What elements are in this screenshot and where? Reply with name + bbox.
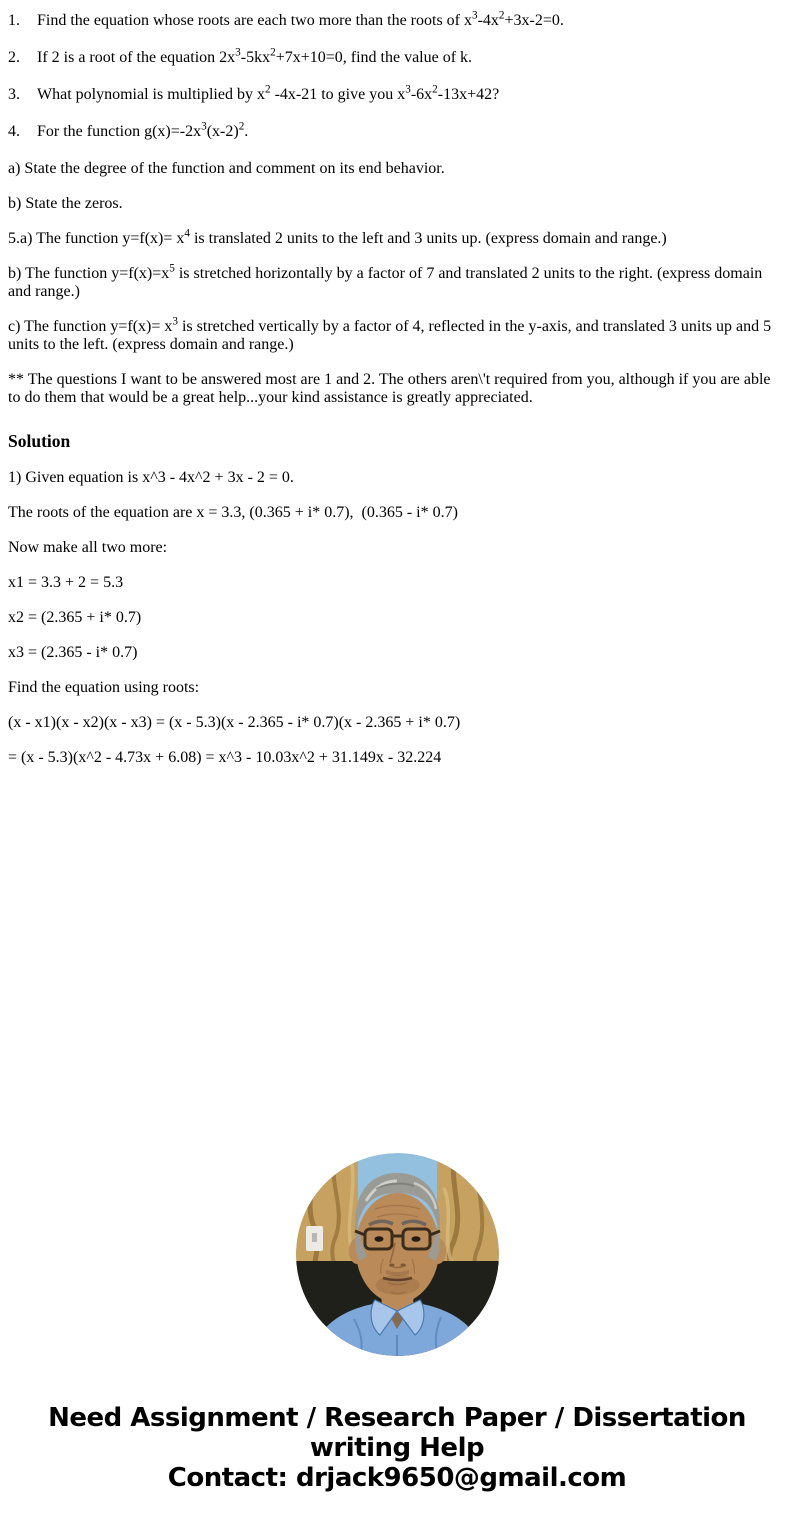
question-item-1: [8, 9, 786, 30]
question-number: 3.: [8, 86, 20, 103]
eye-right: [411, 1236, 420, 1242]
text-segment: -6x: [410, 86, 433, 103]
paragraph-q4b: b) State the zeros.: [8, 195, 123, 212]
text-segment: -4x: [477, 12, 499, 29]
superscript: 3: [201, 120, 207, 133]
question-text: [37, 120, 786, 141]
text-segment: is stretched horizontally by a factor of 7 and translated 2 units to the right. (express domain and range.): [8, 265, 763, 300]
superscript: 3: [405, 83, 411, 96]
question-number: 4.: [8, 123, 20, 140]
person-portrait-graphic: [296, 1153, 499, 1356]
paragraph-q5b: [8, 262, 786, 301]
question-list: [8, 9, 786, 141]
paragraph-q5a: [8, 227, 786, 248]
superscript: 3: [472, 9, 478, 22]
eye-left: [374, 1236, 383, 1242]
banner-title-line-1: Need Assignment / Research Paper / Dissertation: [48, 1403, 746, 1433]
light-switch: [306, 1226, 323, 1251]
superscript: 2: [264, 83, 271, 96]
text-segment: Find the equation whose roots are each two more than the roots of x: [37, 12, 472, 29]
text-segment: -4x-21 to give you x: [270, 86, 406, 103]
banner-contact: Contact: drjack9650@gmail.com: [167, 1463, 627, 1493]
paragraph-q4a: a) State the degree of the function and comment on its end behavior.: [8, 160, 445, 177]
superscript: 2: [498, 9, 505, 22]
text-segment: is stretched vertically by a factor of 4, reflected in the y-axis, and translated 3 units up and 5 units to the left. (express domain and range.): [8, 318, 772, 353]
question-item-2: [8, 46, 786, 67]
text-segment: c) The function y=f(x)= x: [8, 318, 173, 335]
text-segment: For the function g(x)=-2x: [37, 123, 202, 140]
text-segment: What polynomial is multiplied by x: [37, 86, 265, 103]
solution-line: 1) Given equation is x^3 - 4x^2 + 3x - 2 = 0.: [8, 469, 294, 486]
question-item-4: [8, 120, 786, 141]
superscript: 3: [172, 315, 178, 328]
superscript: 2: [432, 83, 438, 96]
paragraph-note: ** The questions I want to be answered most are 1 and 2. The others aren\'t required from you, although if you are able to do them that would be a great help...your kind assistance is greatly appreciated.: [8, 371, 771, 406]
text-segment: is translated 2 units to the left and 3 units up. (express domain and range.): [189, 230, 667, 247]
text-segment: -5kx: [240, 49, 271, 66]
paragraph-q5c: [8, 315, 786, 354]
question-item-3: [8, 83, 786, 104]
superscript: 2: [270, 46, 276, 59]
solution-line: (x - x1)(x - x2)(x - x3) = (x - 5.3)(x - 2.365 - i* 0.7)(x - 2.365 + i* 0.7): [8, 714, 461, 731]
solution-line: The roots of the equation are x = 3.3, (0.365 + i* 0.7), (0.365 - i* 0.7): [8, 504, 458, 521]
solution-heading: Solution: [8, 431, 71, 451]
text-segment: (x-2): [206, 123, 239, 140]
superscript: 3: [235, 46, 241, 59]
text-segment: 5.a) The function y=f(x)= x: [8, 230, 185, 247]
text-segment: +7x+10=0, find the value of k.: [275, 49, 473, 66]
tutor-photo: [296, 1153, 499, 1356]
banner-title-line-2: writing Help: [309, 1433, 485, 1463]
text-segment: If 2 is a root of the equation 2x: [37, 49, 236, 66]
solution-line: Now make all two more:: [8, 539, 168, 556]
solution-line: x2 = (2.365 + i* 0.7): [8, 609, 142, 626]
solution-line: = (x - 5.3)(x^2 - 4.73x + 6.08) = x^3 - 10.03x^2 + 31.149x - 32.224: [8, 749, 442, 766]
text-segment: +3x-2=0.: [504, 12, 564, 29]
question-text: [37, 46, 786, 67]
question-text: [37, 9, 786, 30]
superscript: 4: [184, 227, 190, 240]
banner: [12, 1403, 782, 1493]
solution-line: Find the equation using roots:: [8, 679, 200, 696]
superscript: 5: [169, 262, 175, 275]
text-segment: .: [244, 123, 249, 140]
text-segment: b) The function y=f(x)=x: [8, 265, 170, 282]
question-number: 1.: [8, 12, 20, 29]
question-text: [37, 83, 786, 104]
question-number: 2.: [8, 49, 20, 66]
solution-line: x1 = 3.3 + 2 = 5.3: [8, 574, 124, 591]
text-segment: -13x+42?: [437, 86, 500, 103]
superscript: 2: [238, 120, 245, 133]
solution-line: x3 = (2.365 - i* 0.7): [8, 644, 138, 661]
